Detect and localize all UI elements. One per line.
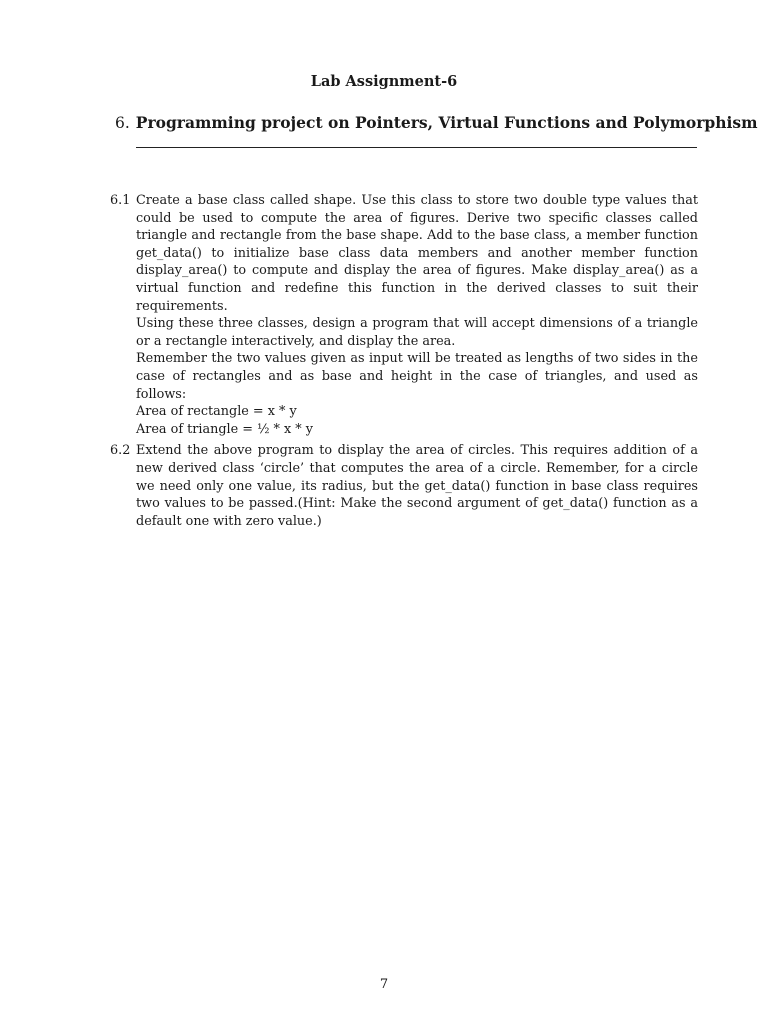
assignment-item-6-2 bbox=[110, 442, 698, 530]
section-divider bbox=[136, 147, 697, 148]
item-paragraph: Using these three classes, design a program that will accept dimensions of a triangle or a rectangle interactively, and display the area. bbox=[136, 316, 698, 349]
page-number: 7 bbox=[379, 977, 389, 992]
formula-triangle: Area of triangle = ½ * x * y bbox=[136, 421, 313, 437]
item-body bbox=[136, 192, 698, 438]
item-body bbox=[136, 442, 698, 530]
section-number: 6. bbox=[115, 114, 130, 132]
item-number: 6.1 bbox=[110, 193, 131, 208]
item-paragraph: Remember the two values given as input will be treated as lengths of two sides in the case of rectangles and as base and height in the case of triangles, and used as follows: bbox=[136, 351, 698, 402]
item-paragraph: Create a base class called shape. Use this class to store two double type values that could be used to compute the area of figures. Derive two specific classes called triangle and rectangle from the base shape. Add to the base class, a member function get_data() to initialize base class data members and another member function display_area() to compute and display the area of figures. Make display_area() as a virtual function and redefine this function in the derived classes to suit their requirements. bbox=[136, 193, 698, 314]
item-number: 6.2 bbox=[110, 443, 131, 459]
item-paragraph: Extend the above program to display the area of circles. This requires addition of a new derived class ‘circle’ that computes the area of a circle. Remember, for a circle we need only one value, its radius, but the get_data() function in base class requires two values to be passed.(Hint: Make the second argument of get_data() function as a default one with zero value.) bbox=[136, 443, 698, 529]
lab-title: Lab Assignment-6 bbox=[310, 73, 458, 90]
assignment-items bbox=[110, 192, 698, 534]
section-title: Programming project on Pointers, Virtual Functions and Polymorphism bbox=[135, 113, 758, 132]
section-heading bbox=[115, 113, 758, 133]
assignment-item-6-1 bbox=[110, 192, 698, 438]
formula-rectangle: Area of rectangle = x * y bbox=[136, 404, 297, 420]
